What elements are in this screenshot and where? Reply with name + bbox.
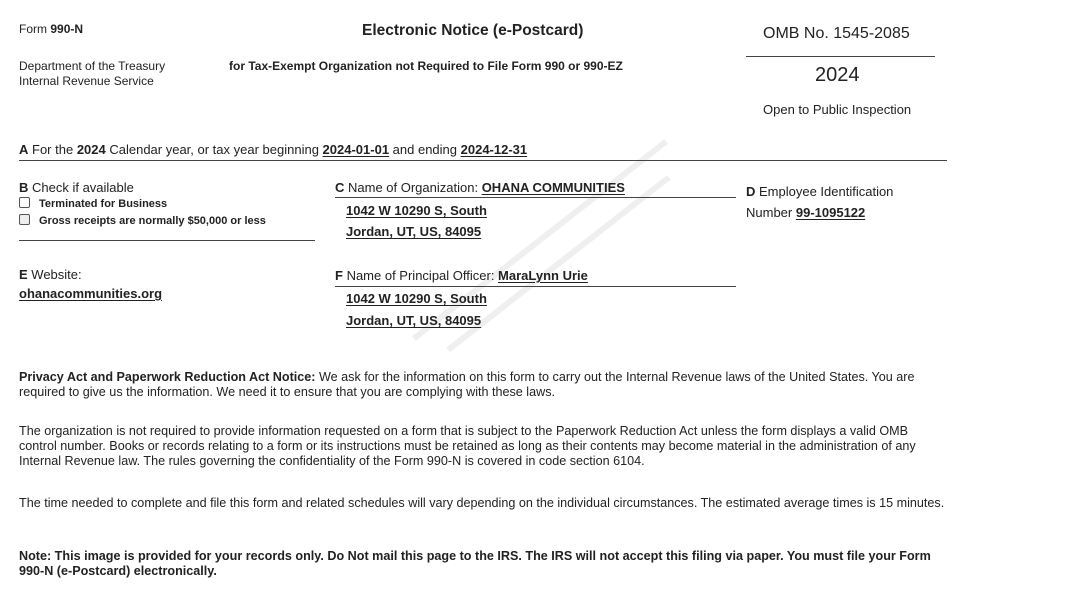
public-inspection: Open to Public Inspection [763,102,912,117]
section-f: F Name of Principal Officer: MaraLynn Urie [335,268,588,283]
checkbox-icon [19,197,30,208]
section-d: D Employee Identification Number 99-1095122 [746,184,894,220]
officer-address-line2: Jordan, UT, US, 84095 [346,313,482,328]
website-value: ohanacommunities.org [19,286,163,301]
divider [335,286,736,287]
divider [19,240,315,241]
checkbox-gross-receipts: Gross receipts are normally $50,000 or less [19,214,266,227]
section-b-label: B Check if available [19,180,134,195]
divider [335,197,736,198]
tax-year-begin: 2024-01-01 [322,142,390,157]
form-title: Electronic Notice (e-Postcard) [362,22,584,39]
section-e-label: E Website: [19,267,82,282]
section-a: A For the 2024 Calendar year, or tax year beginning 2024-01-01 and ending 2024-12-31 [19,142,528,157]
time-notice: The time needed to complete and file this form and related schedules will vary depending on the individual circumstances. The estimated average times is 15 minutes. [19,496,945,510]
privacy-notice: Privacy Act and Paperwork Reduction Act Notice: We ask for the information on this form to carry out the Internal Revenue laws of the United States. You are required to give us the information. We need it to ensure that you are complying with these laws. [19,370,915,399]
form-label: Form 990-N [19,22,84,36]
organization-address-line1: 1042 W 10290 S, South [346,203,487,218]
organization-name: OHANA COMMUNITIES [481,180,625,195]
divider [19,160,947,161]
officer-address-line1: 1042 W 10290 S, South [346,291,487,306]
omb-number: OMB No. 1545-2085 [763,25,910,42]
tax-year-end: 2024-12-31 [460,142,528,157]
form-subtitle: for Tax-Exempt Organization not Required to File Form 990 or 990-EZ [229,59,623,73]
organization-address-line2: Jordan, UT, US, 84095 [346,224,482,239]
ein-value: 99-1095122 [795,205,866,220]
principal-officer: MaraLynn Urie [498,268,588,283]
department: Department of the Treasury Internal Revenue Service [19,59,166,88]
checkbox-terminated: Terminated for Business [19,197,167,210]
omb-notice: The organization is not required to provide information requested on a form that is subject to the Paperwork Reduction Act unless the form displays a valid OMB control number. Books or records relating to a form or its instructions must be retained as long as their contents may become material in the administration of any Internal Revenue law. The rules governing the confidentiality of the Form 990-N is covered in code section 6104. [19,424,916,468]
note-notice: Note: This image is provided for your records only. Do Not mail this page to the IRS. The IRS will not accept this filing via paper. You must file your Form 990-N (e-Postcard) electronically. [19,549,931,578]
divider [746,56,935,57]
section-c: C Name of Organization: OHANA COMMUNITIES [335,180,625,195]
tax-year: 2024 [815,64,860,86]
checkbox-checked-icon [19,214,30,225]
